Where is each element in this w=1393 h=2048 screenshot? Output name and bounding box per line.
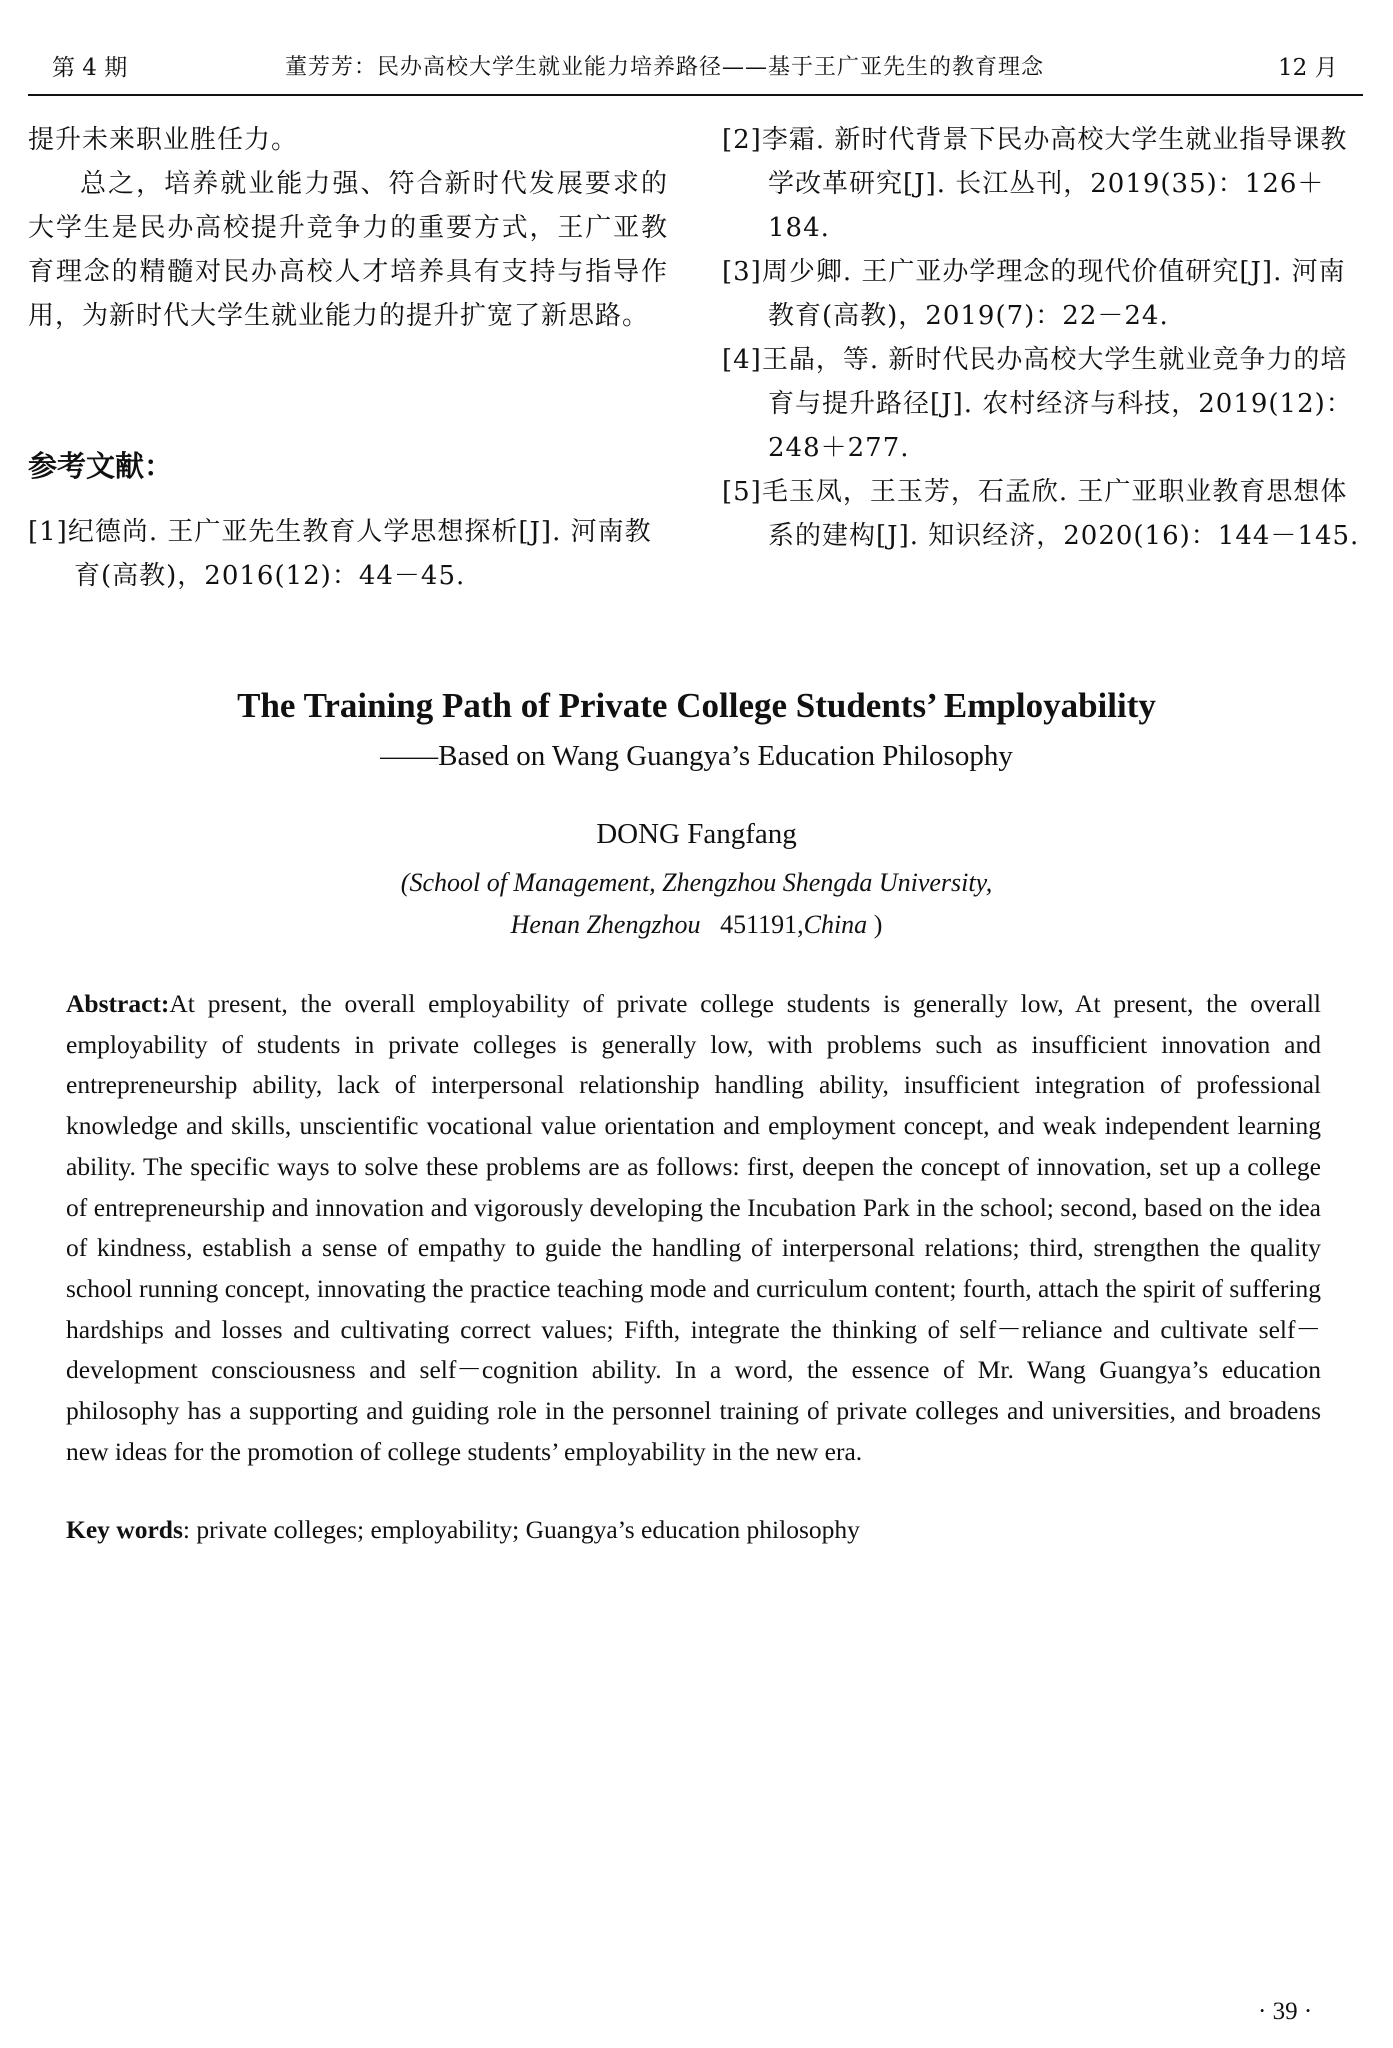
reference-item: [3]周少卿. 王广亚办学理念的现代价值研究[J]. 河南教育(高教)，2019(7)：22－24.: [722, 257, 1346, 331]
abstract: [66, 984, 1321, 1472]
reference-item: [1]纪德尚. 王广亚先生教育人学思想探析[J]. 河南教育(高教)，2016(12)：44－45.: [28, 517, 652, 591]
running-title: 董芳芳：民办高校大学生就业能力培养路径——基于王广亚先生的教育理念: [285, 55, 1045, 80]
left-column: [28, 118, 668, 338]
affiliation-close-paren: ): [873, 910, 883, 939]
reference-item: [4]王晶，等. 新时代民办高校大学生就业竞争力的培育与提升路径[J]. 农村经济与科技，2019(12)：248＋277.: [722, 345, 1353, 463]
body-paragraph: 总之，培养就业能力强、符合新时代发展要求的大学生是民办高校提升竞争力的重要方式，王广亚教育理念的精髓对民办高校人才培养具有支持与指导作用，为新时代大学生就业能力的提升扩宽了新思路。: [28, 169, 668, 331]
keywords-label: Key words: [66, 1515, 183, 1544]
body-paragraph: 提升未来职业胜任力。: [28, 125, 299, 155]
affiliation-country: China: [803, 910, 868, 939]
reference-list-right: [722, 118, 1367, 558]
reference-item: [5]毛玉凤，王玉芳，石孟欣. 王广亚职业教育思想体系的建构[J]. 知识经济，2020(16)：144－145.: [722, 477, 1360, 551]
issue-number: 第 4 期: [52, 55, 128, 81]
header-rule: [28, 94, 1363, 96]
affiliation-line-2: [0, 910, 1393, 940]
reference-item: [2]李霜. 新时代背景下民办高校大学生就业指导课教学改革研究[J]. 长江丛刊，2019(35)：126＋184.: [722, 125, 1348, 243]
keywords-text: : private colleges; employability; Guangya’s education philosophy: [182, 1515, 860, 1544]
reference-list-left: [28, 510, 668, 598]
affiliation-postcode: 451191,: [720, 910, 804, 939]
affiliation-city: Henan Zhengzhou: [510, 910, 701, 939]
english-title: The Training Path of Private College Students’ Employability: [237, 686, 1156, 725]
english-subtitle: ——Based on Wang Guangya’s Education Philosophy: [380, 740, 1013, 772]
references-heading: 参考文献：: [28, 449, 174, 483]
abstract-text: At present, the overall employability of private college students is generally low, At present, the overall employability of students in private colleges is generally low, with problems such as insufficient innovation and entrepreneurship ability, lack of interpersonal relationship handling ability, insufficient integration of professional knowledge and skills, unscientific vocational value orientation and employment concept, and weak independent learning ability. The specific ways to solve these problems are as follows: first, deepen the concept of innovation, set up a college of entrepreneurship and innovation and vigorously developing the Incubation Park in the school; second, based on the idea of kindness, establish a sense of empathy to guide the handling of interpersonal relations; third, strengthen the quality school running concept, innovating the practice teaching mode and curriculum content; fourth, attach the spirit of suffering hardships and losses and cultivating correct values; Fifth, integrate the thinking of self－reliance and cultivate self－development consciousness and self－cognition ability. In a word, the essence of Mr. Wang Guangya’s education philosophy has a supporting and guiding role in the personnel training of private colleges and universities, and broadens new ideas for the promotion of college students’ employability in the new era.: [66, 989, 1321, 1466]
header-month: 12 月: [1278, 55, 1338, 81]
affiliation-line-1: (School of Management, Zhengzhou Shengda University,: [400, 868, 993, 897]
author-name: DONG Fangfang: [596, 818, 797, 850]
page-number: · 39 ·: [1258, 1998, 1313, 2025]
keywords: [66, 1510, 1321, 1550]
abstract-label: Abstract:: [66, 989, 170, 1018]
